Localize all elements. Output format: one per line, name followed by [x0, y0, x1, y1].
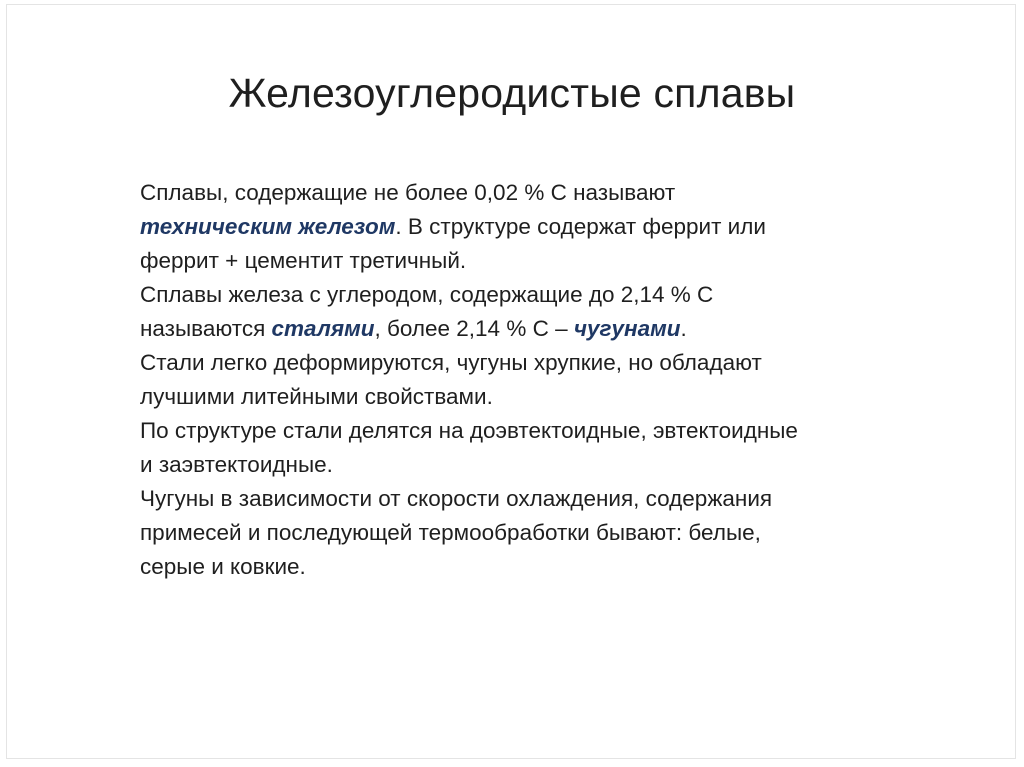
body-line-8	[140, 414, 940, 448]
body-text: феррит + цементит третичный.	[140, 248, 467, 273]
body-text: называются	[140, 316, 272, 341]
body-line-7	[140, 380, 940, 414]
body-line-5	[140, 312, 940, 346]
body-text: серые и ковкие.	[140, 554, 306, 579]
slide-body	[140, 176, 940, 584]
body-line-1	[140, 176, 940, 210]
body-line-4	[140, 278, 940, 312]
slide-title: Железоуглеродистые сплавы	[228, 70, 796, 116]
term-technical-iron: техническим железом	[140, 214, 396, 239]
body-text: и заэвтектоидные.	[140, 452, 333, 477]
body-text: Чугуны в зависимости от скорости охлаждения, содержания	[140, 486, 773, 511]
body-text: лучшими литейными свойствами.	[140, 384, 493, 409]
body-line-10	[140, 482, 940, 516]
term-steels: сталями	[271, 316, 375, 341]
body-text: , более 2,14 % С –	[374, 316, 574, 341]
body-text: Стали легко деформируются, чугуны хрупкие, но обладают	[140, 350, 762, 375]
term-cast-irons: чугунами	[573, 316, 681, 341]
body-text: .	[680, 316, 687, 341]
body-line-6	[140, 346, 940, 380]
body-text: Сплавы, содержащие не более 0,02 % С называют	[140, 180, 676, 205]
body-text: По структуре стали делятся на доэвтектоидные, эвтектоидные	[140, 418, 798, 443]
body-text: . В структуре содержат феррит или	[395, 214, 766, 239]
body-text: примесей и последующей термообработки бывают: белые,	[140, 520, 761, 545]
body-line-2	[140, 210, 940, 244]
body-line-12	[140, 550, 940, 584]
body-text: Сплавы железа с углеродом, содержащие до 2,14 % С	[140, 282, 714, 307]
body-line-11	[140, 516, 940, 550]
body-line-9	[140, 448, 940, 482]
body-line-3	[140, 244, 940, 278]
